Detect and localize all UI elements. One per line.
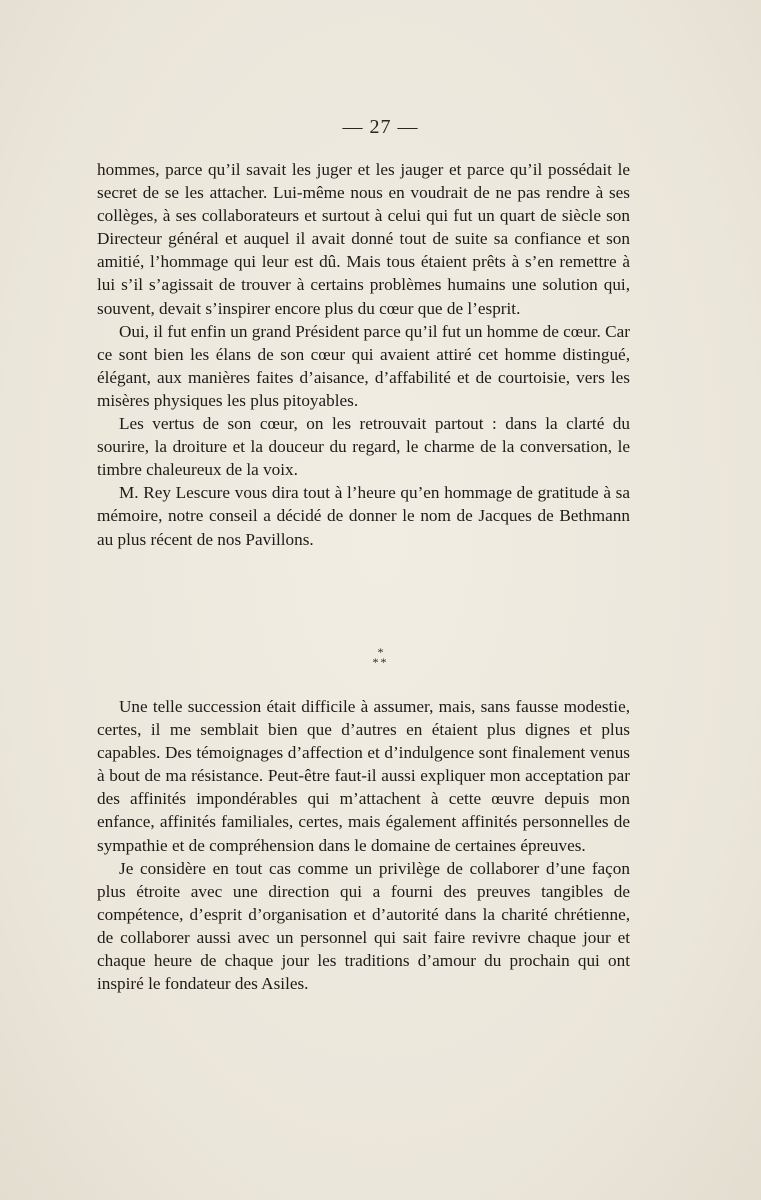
paragraph: Une telle succession était difficile à assumer, mais, sans fausse modestie, certes, il me semblait bien que d’autres en étaient plus dignes et plus capables. Des témoignages d’affection et d’indulgence sont finalement venus à bout de ma résistance. Peut-être faut-il aussi expliquer mon acceptation par des affinités impondérables qui m’attachent à cette œuvre depuis mon enfance, affinités familiales, certes, mais également affinités personnelles de sympathie et de compréhension dans le domaine de certaines épreuves. — [97, 697, 630, 855]
page-number: — 27 — — [342, 116, 419, 138]
paragraph: Je considère en tout cas comme un privilège de collaborer d’une façon plus étroite avec une direction qui a fourni des preuves tangibles de compétence, d’esprit d’organisation et d’autorité dans la charité chrétienne, de collaborer aussi avec un personnel qui sait faire revivre chaque jour et chaque heure de chaque jour les traditions d’amour du prochain qui ont inspiré le fondateur des Asiles. — [97, 858, 630, 994]
text-block-lower — [97, 695, 630, 995]
paragraph: Oui, il fut enfin un grand Président parce qu’il fut un homme de cœur. Car ce sont bien les élans de son cœur qui avaient attiré cet homme distingué, élégant, aux manières faites d’aisance, d’affabilité et de courtoisie, vers les misères physiques les plus pitoyables. — [97, 321, 630, 410]
asterism-bottom: ** — [372, 655, 389, 669]
paragraph: M. Rey Lescure vous dira tout à l’heure qu’en hommage de gratitude à sa mémoire, notre conseil a décidé de donner le nom de Jacques de Bethmann au plus récent de nos Pavillons. — [97, 483, 630, 549]
paragraph: Les vertus de son cœur, on les retrouvait partout : dans la clarté du sourire, la droiture et la douceur du regard, le charme de la conversation, le timbre chaleureux de la voix. — [97, 414, 630, 480]
paragraph: hommes, parce qu’il savait les juger et les jauger et parce qu’il possédait le secret de se les attacher. Lui-même nous en voudrait de ne pas rendre à ses collèges, à ses collaborateurs et surtout à celui qui fut un quart de siècle son Directeur général et auquel il avait donné tout de suite sa confiance et son amitié, l’hommage qui leur est dû. Mais tous étaient prêts à s’en remettre à lui s’il s’agissait de trouver à certains problèmes humains une solution qui, souvent, devait s’inspirer encore plus du cœur que de l’esprit. — [97, 160, 630, 318]
text-block-upper — [97, 158, 630, 551]
asterism-top: * — [377, 645, 384, 659]
section-separator — [0, 647, 761, 667]
